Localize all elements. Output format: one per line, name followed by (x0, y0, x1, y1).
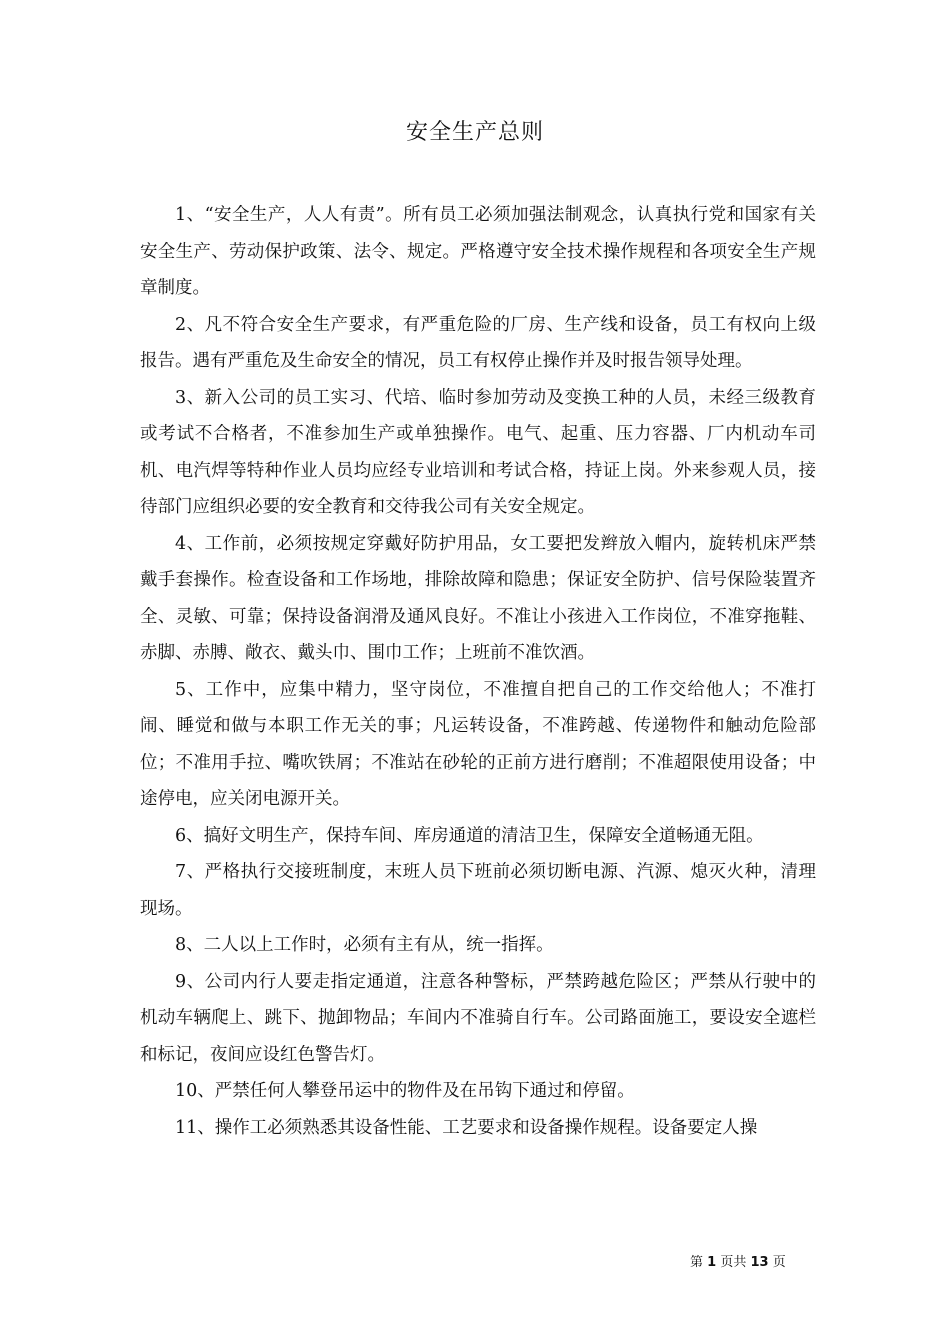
paragraph-7: 7、严格执行交接班制度，末班人员下班前必须切断电源、汽源、熄灭火种，清理现场。 (140, 862, 816, 919)
page-footer (690, 1254, 786, 1272)
footer-middle: 页共 (720, 1255, 747, 1270)
document-title: 安全生产总则 (405, 120, 544, 145)
paragraph-10: 10、严禁任何人攀登吊运中的物件及在吊钩下通过和停留。 (175, 1081, 635, 1101)
footer-suffix: 页 (772, 1255, 786, 1270)
paragraph-11: 11、操作工必须熟悉其设备性能、工艺要求和设备操作规程。设备要定人操 (175, 1117, 758, 1138)
document-body (140, 197, 816, 1146)
paragraph-1: 1、“安全生产，人人有责”。所有员工必须加强法制观念，认真执行党和国家有关安全生产、劳动保护政策、法令、规定。严格遵守安全技术操作规程和各项安全生产规章制度。 (140, 205, 816, 298)
paragraph-9: 9、公司内行人要走指定通道，注意各种警标，严禁跨越危险区；严禁从行驶中的机动车辆爬上、跳下、抛卸物品；车间内不准骑自行车。公司路面施工，要设安全遮栏和标记，夜间应设红色警告灯。 (140, 971, 816, 1065)
paragraph-2: 2、凡不符合安全生产要求，有严重危险的厂房、生产线和设备，员工有权向上级报告。遇有严重危及生命安全的情况，员工有权停止操作并及时报告领导处理。 (140, 314, 816, 371)
footer-total-pages: 13 (750, 1255, 769, 1270)
footer-page-number: 1 (707, 1255, 717, 1270)
paragraph-4: 4、工作前，必须按规定穿戴好防护用品，女工要把发辫放入帽内，旋转机床严禁戴手套操作。检查设备和工作场地，排除故障和隐患；保证安全防护、信号保险装置齐全、灵敏、可靠；保持设备润滑及通风良好。不准让小孩进入工作岗位，不准穿拖鞋、赤脚、赤膊、敞衣、戴头巾、围巾工作；上班前不准饮酒。 (140, 533, 816, 663)
paragraph-8: 8、二人以上工作时，必须有主有从，统一指挥。 (175, 935, 554, 955)
paragraph-5: 5、工作中，应集中精力，坚守岗位，不准擅自把自己的工作交给他人；不准打闹、睡觉和做与本职工作无关的事；凡运转设备，不准跨越、传递物件和触动危险部位；不准用手拉、嘴吹铁屑；不准站在砂轮的正前方进行磨削；不准超限使用设备；中途停电，应关闭电源开关。 (140, 679, 816, 809)
footer-prefix: 第 (690, 1255, 704, 1270)
paragraph-6: 6、搞好文明生产，保持车间、库房通道的清洁卫生，保障安全道畅通无阻。 (175, 825, 764, 846)
paragraph-3: 3、新入公司的员工实习、代培、临时参加劳动及变换工种的人员，未经三级教育或考试不合格者，不准参加生产或单独操作。电气、起重、压力容器、厂内机动车司机、电汽焊等特种作业人员均应经专业培训和考试合格，持证上岗。外来参观人员，接待部门应组织必要的安全教育和交待我公司有关安全规定。 (140, 387, 816, 517)
